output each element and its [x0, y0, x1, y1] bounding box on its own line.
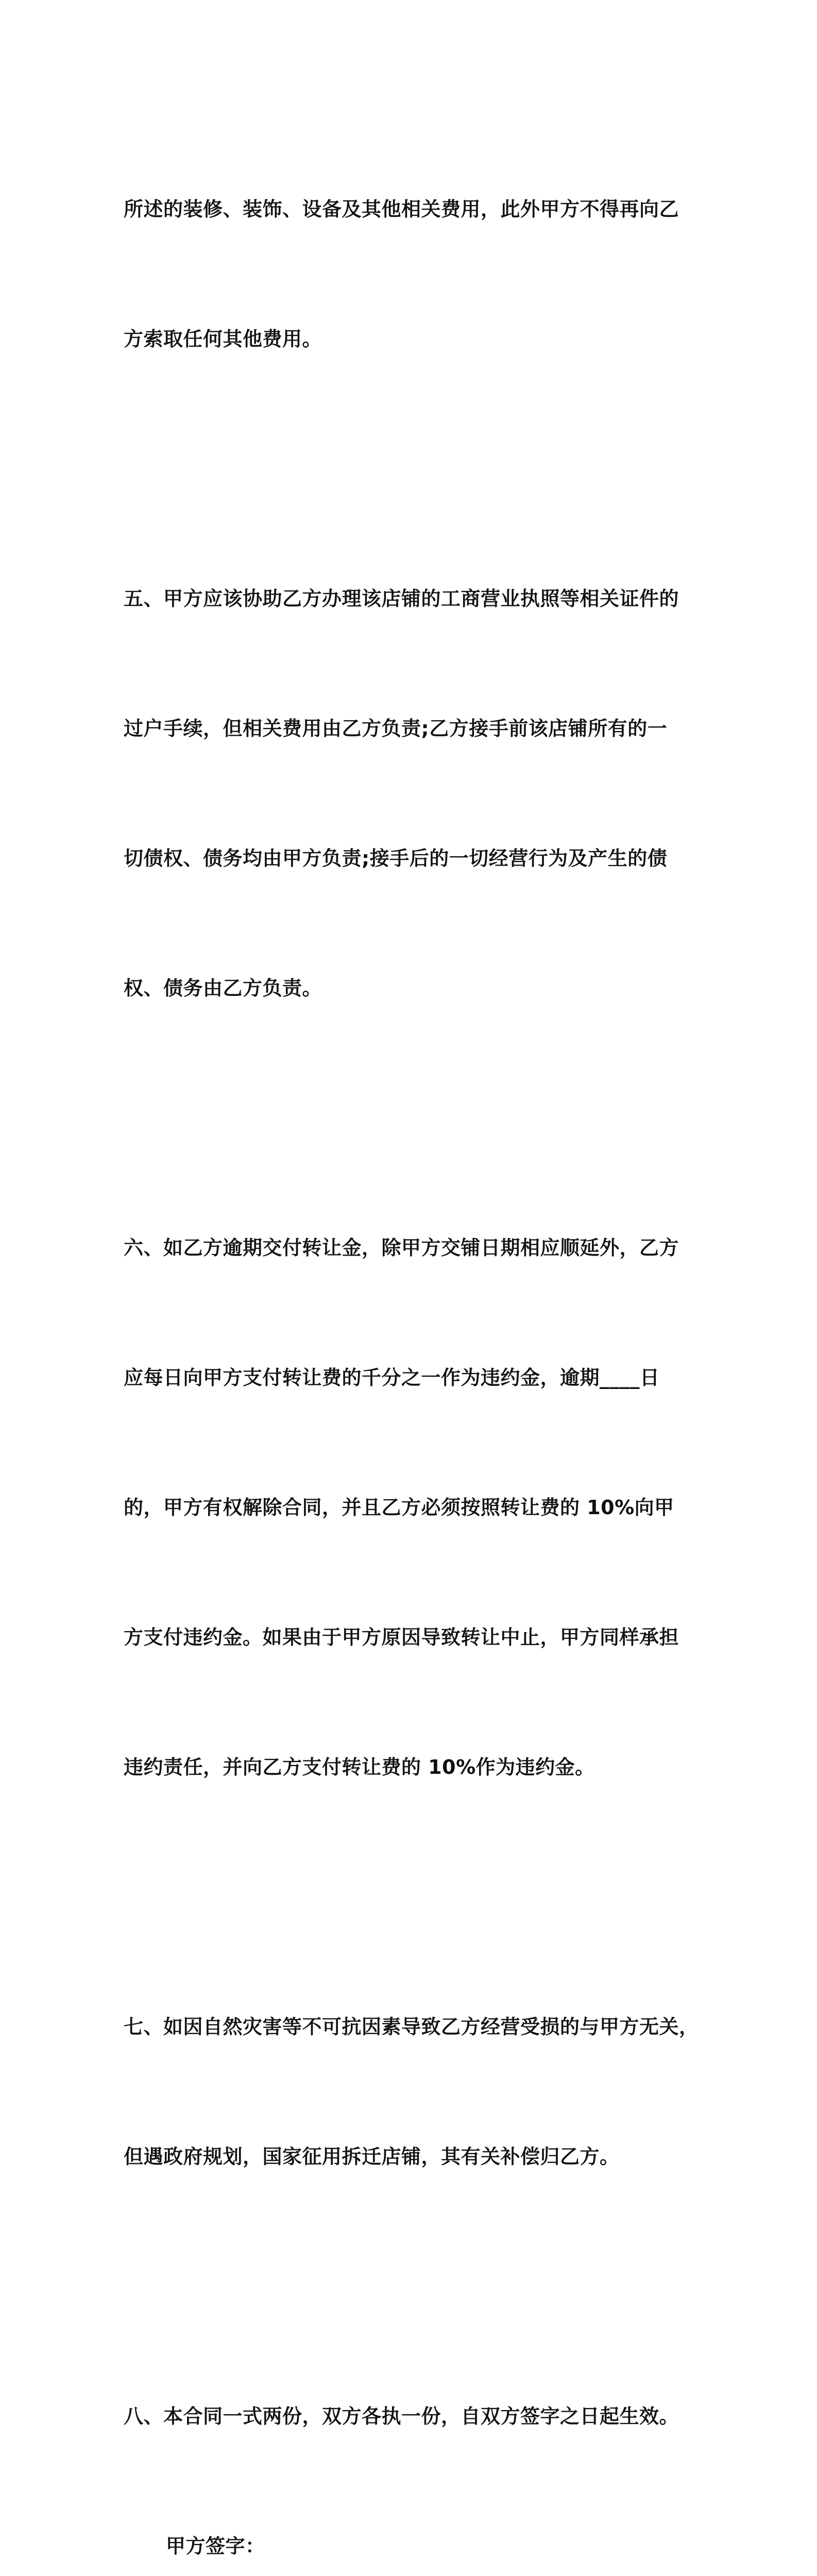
- text-line: 七、如因自然灾害等不可抗因素导致乙方经营受损的与甲方无关，: [124, 2015, 699, 2038]
- party-a-date-field: [124, 2568, 711, 2576]
- text-line: 方索取任何其他费用。: [124, 328, 322, 350]
- text-line: 但遇政府规划，国家征用拆迁店铺，其有关补偿归乙方。: [124, 2145, 620, 2168]
- text-line: 切债权、债务均由甲方负责;接手后的一切经营行为及产生的债: [124, 847, 668, 870]
- clause-seven: [124, 1919, 711, 2265]
- text-line: 违约责任，并向乙方支付转让费的 10%作为违约金。: [124, 1756, 595, 1778]
- text-line: 五、甲方应该协助乙方办理该店铺的工商营业执照等相关证件的: [124, 587, 679, 610]
- text-line: 方支付违约金。如果由于甲方原因导致转让中止，甲方同样承担: [124, 1626, 679, 1649]
- paragraph-continuation: [124, 101, 711, 447]
- text-line: 过户手续，但相关费用由乙方负责;乙方接手前该店铺所有的一: [124, 717, 668, 740]
- party-a-signature-label: 甲方签字：: [166, 2535, 265, 2557]
- text-line: 的，甲方有权解除合同，并且乙方必须按照转让费的 10%向甲: [124, 1496, 674, 1519]
- text-line: 权、债务由乙方负责。: [124, 977, 322, 999]
- clause-five: [124, 490, 711, 1096]
- clause-eight: [124, 2308, 711, 2524]
- signature-block: [124, 2524, 711, 2576]
- text-line: 所述的装修、装饰、设备及其他相关费用，此外甲方不得再向乙: [124, 198, 679, 221]
- text-line: 六、如乙方逾期交付转让金，除甲方交铺日期相应顺延外，乙方: [124, 1236, 679, 1259]
- text-line: 八、本合同一式两份，双方各执一份，自双方签字之日起生效。: [124, 2405, 679, 2428]
- text-line: 应每日向甲方支付转让费的千分之一作为违约金，逾期____日: [124, 1366, 660, 1389]
- document-body: [124, 101, 711, 2576]
- clause-six: [124, 1140, 711, 1875]
